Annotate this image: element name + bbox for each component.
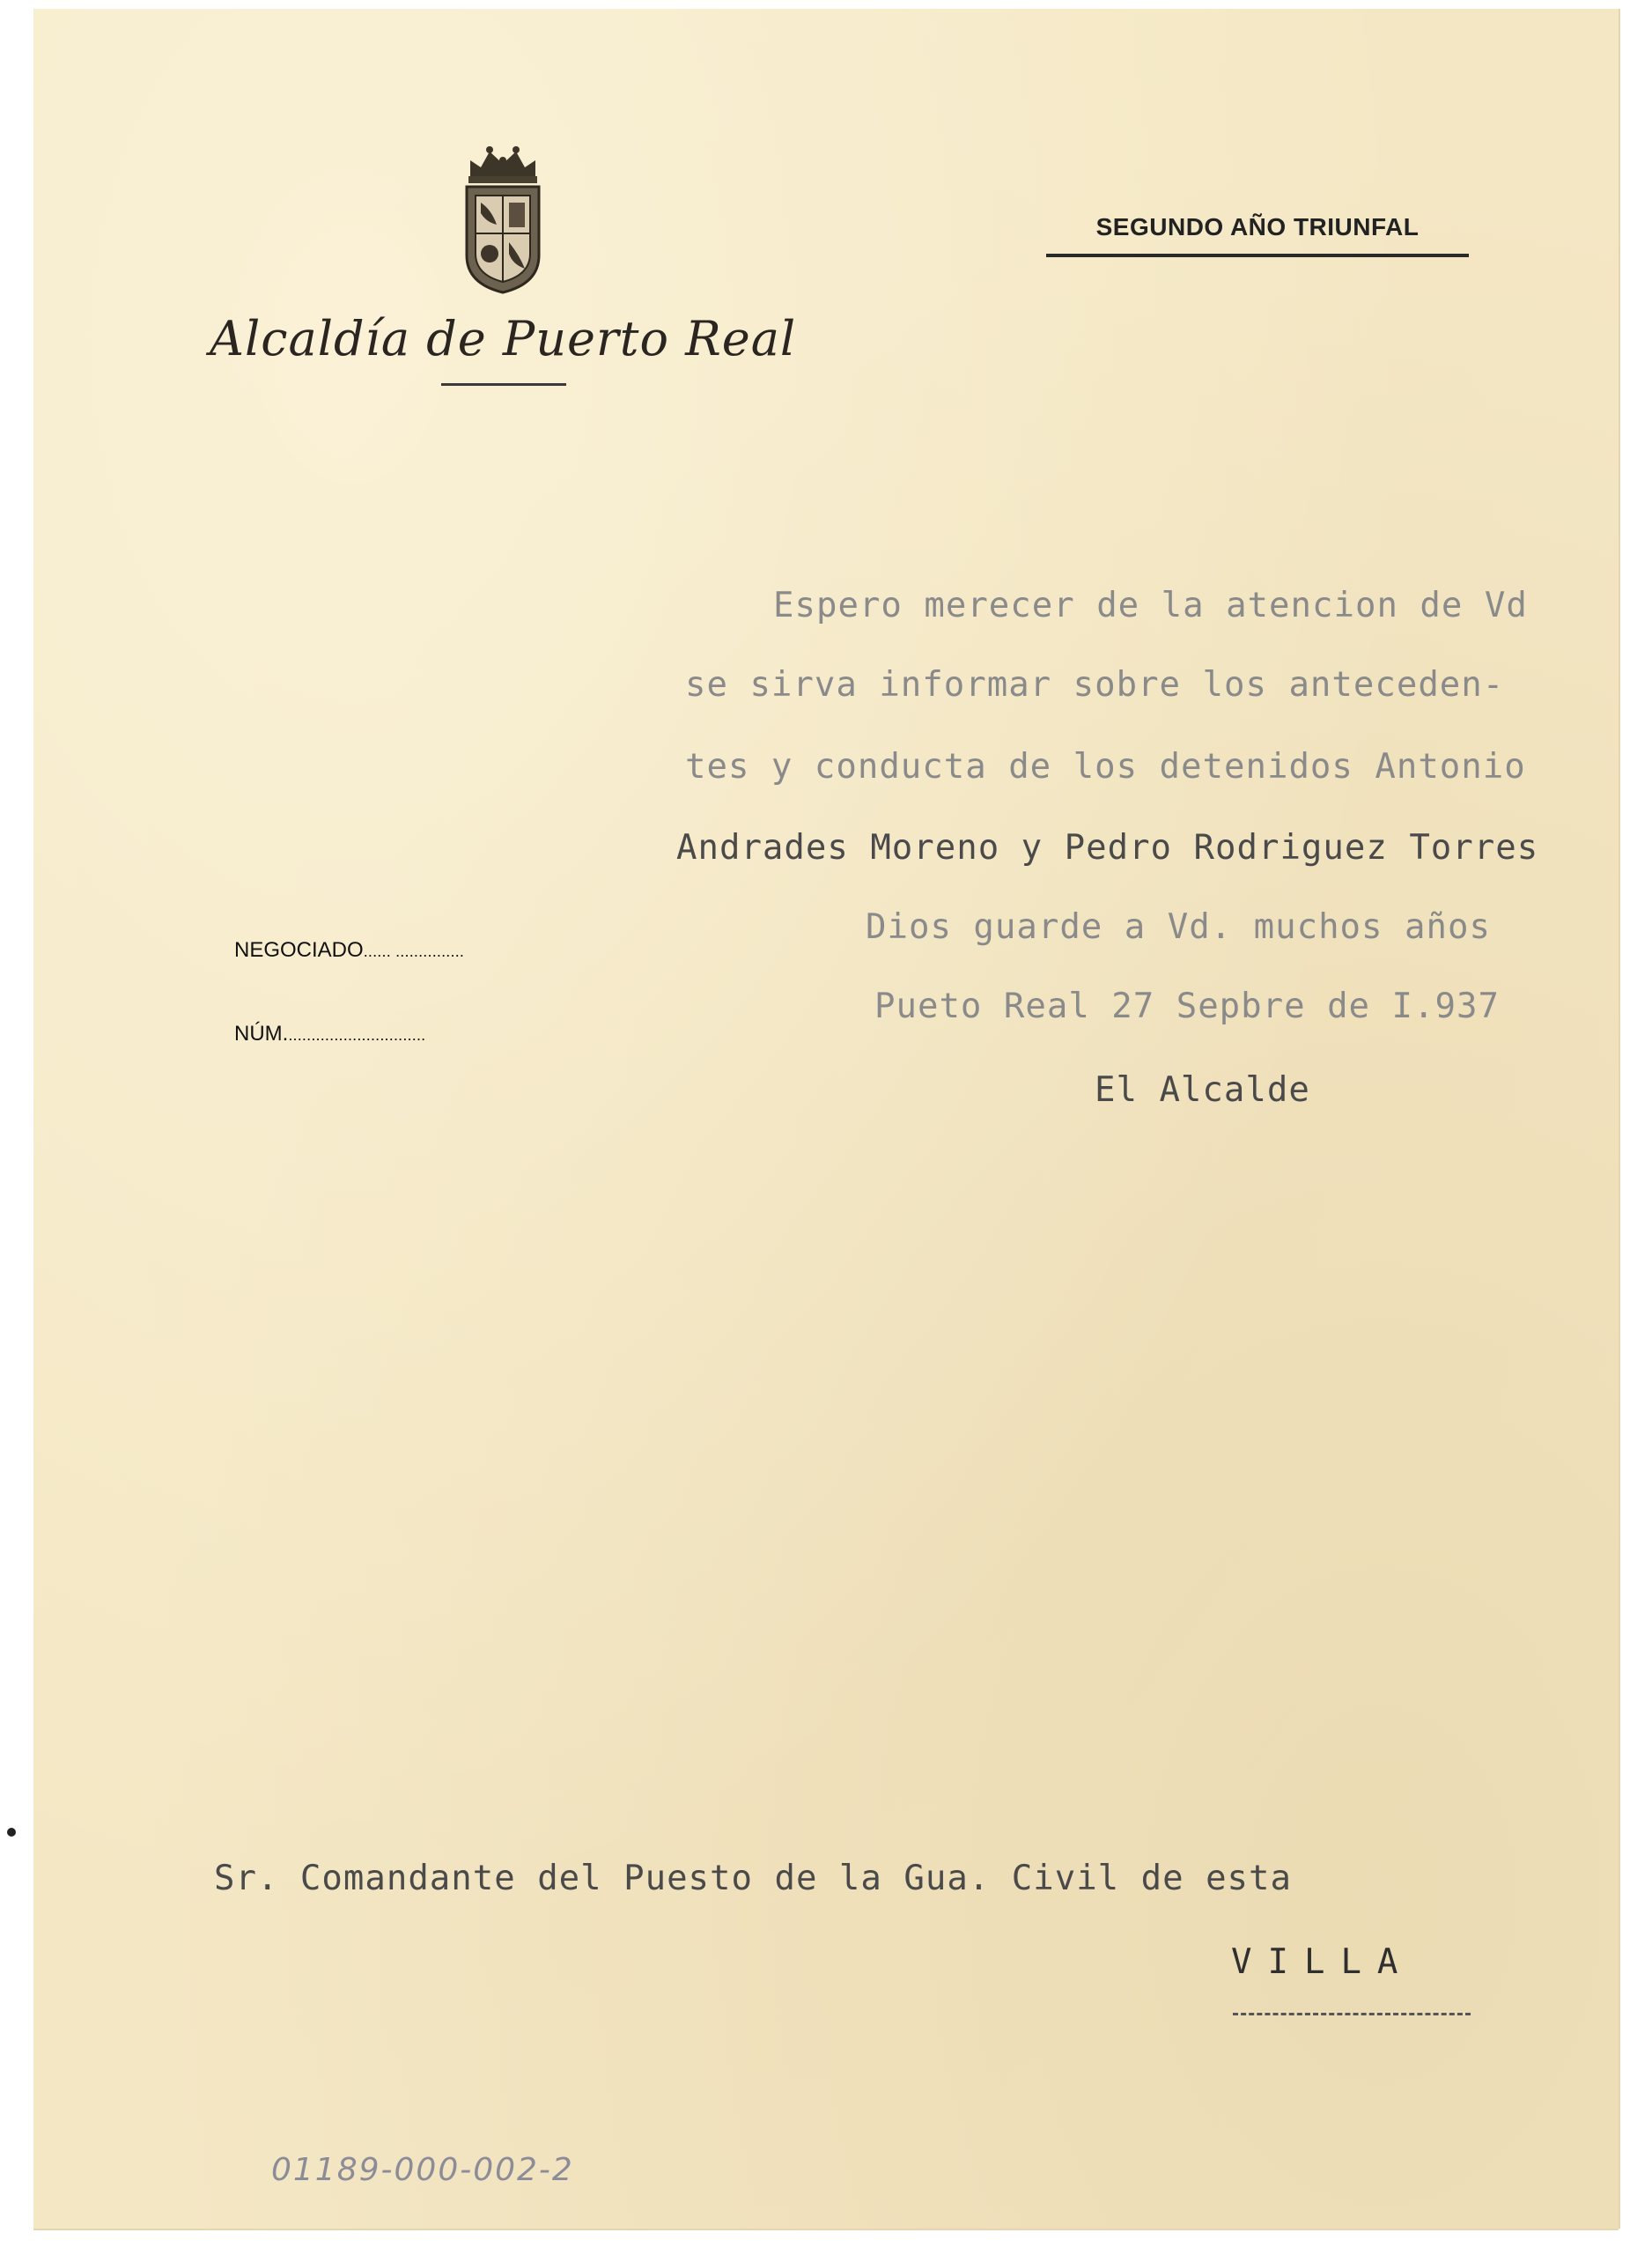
closing-greeting: Dios guarde a Vd. muchos años: [866, 907, 1491, 947]
signature-title: El Alcalde: [1095, 1070, 1310, 1110]
svg-text:01189-000-002-2: 01189-000-002-2: [271, 2152, 574, 2188]
year-banner: SEGUNDO AÑO TRIUNFAL: [1046, 213, 1469, 257]
body-line-2: se sirva informar sobre los anteceden-: [685, 665, 1505, 705]
date-line: Pueto Real 27 Sepbre de I.937: [874, 987, 1500, 1026]
negociado-dots: ...... ...............: [363, 943, 465, 960]
negociado-field: [234, 938, 464, 963]
num-label: NÚM.: [234, 1022, 289, 1046]
addressee-place: VILLA: [1231, 1942, 1414, 1982]
body-line-3: tes y conducta de los detenidos Antonio: [685, 747, 1526, 787]
handwritten-archive-number: [271, 2140, 659, 2193]
coat-of-arms-emblem: [454, 141, 551, 295]
title-underline: [441, 383, 566, 386]
document-sheet: [33, 9, 1619, 2229]
negociado-label: NEGOCIADO: [234, 938, 364, 962]
body-line-1: Espero merecer de la atencion de Vd: [773, 586, 1528, 625]
addressee-line: Sr. Comandante del Puesto de la Gua. Civil de esta: [214, 1859, 1292, 1898]
edge-mark: [7, 1828, 16, 1837]
place-underline: [1233, 2013, 1471, 2015]
num-dots: ..............................: [288, 1026, 426, 1044]
body-line-4: Andrades Moreno y Pedro Rodriguez Torres: [676, 828, 1539, 868]
institution-script-title: [201, 304, 835, 374]
svg-text:Alcaldía de Puerto Real: Alcaldía de Puerto Real: [210, 311, 797, 366]
num-field: [234, 1022, 425, 1046]
